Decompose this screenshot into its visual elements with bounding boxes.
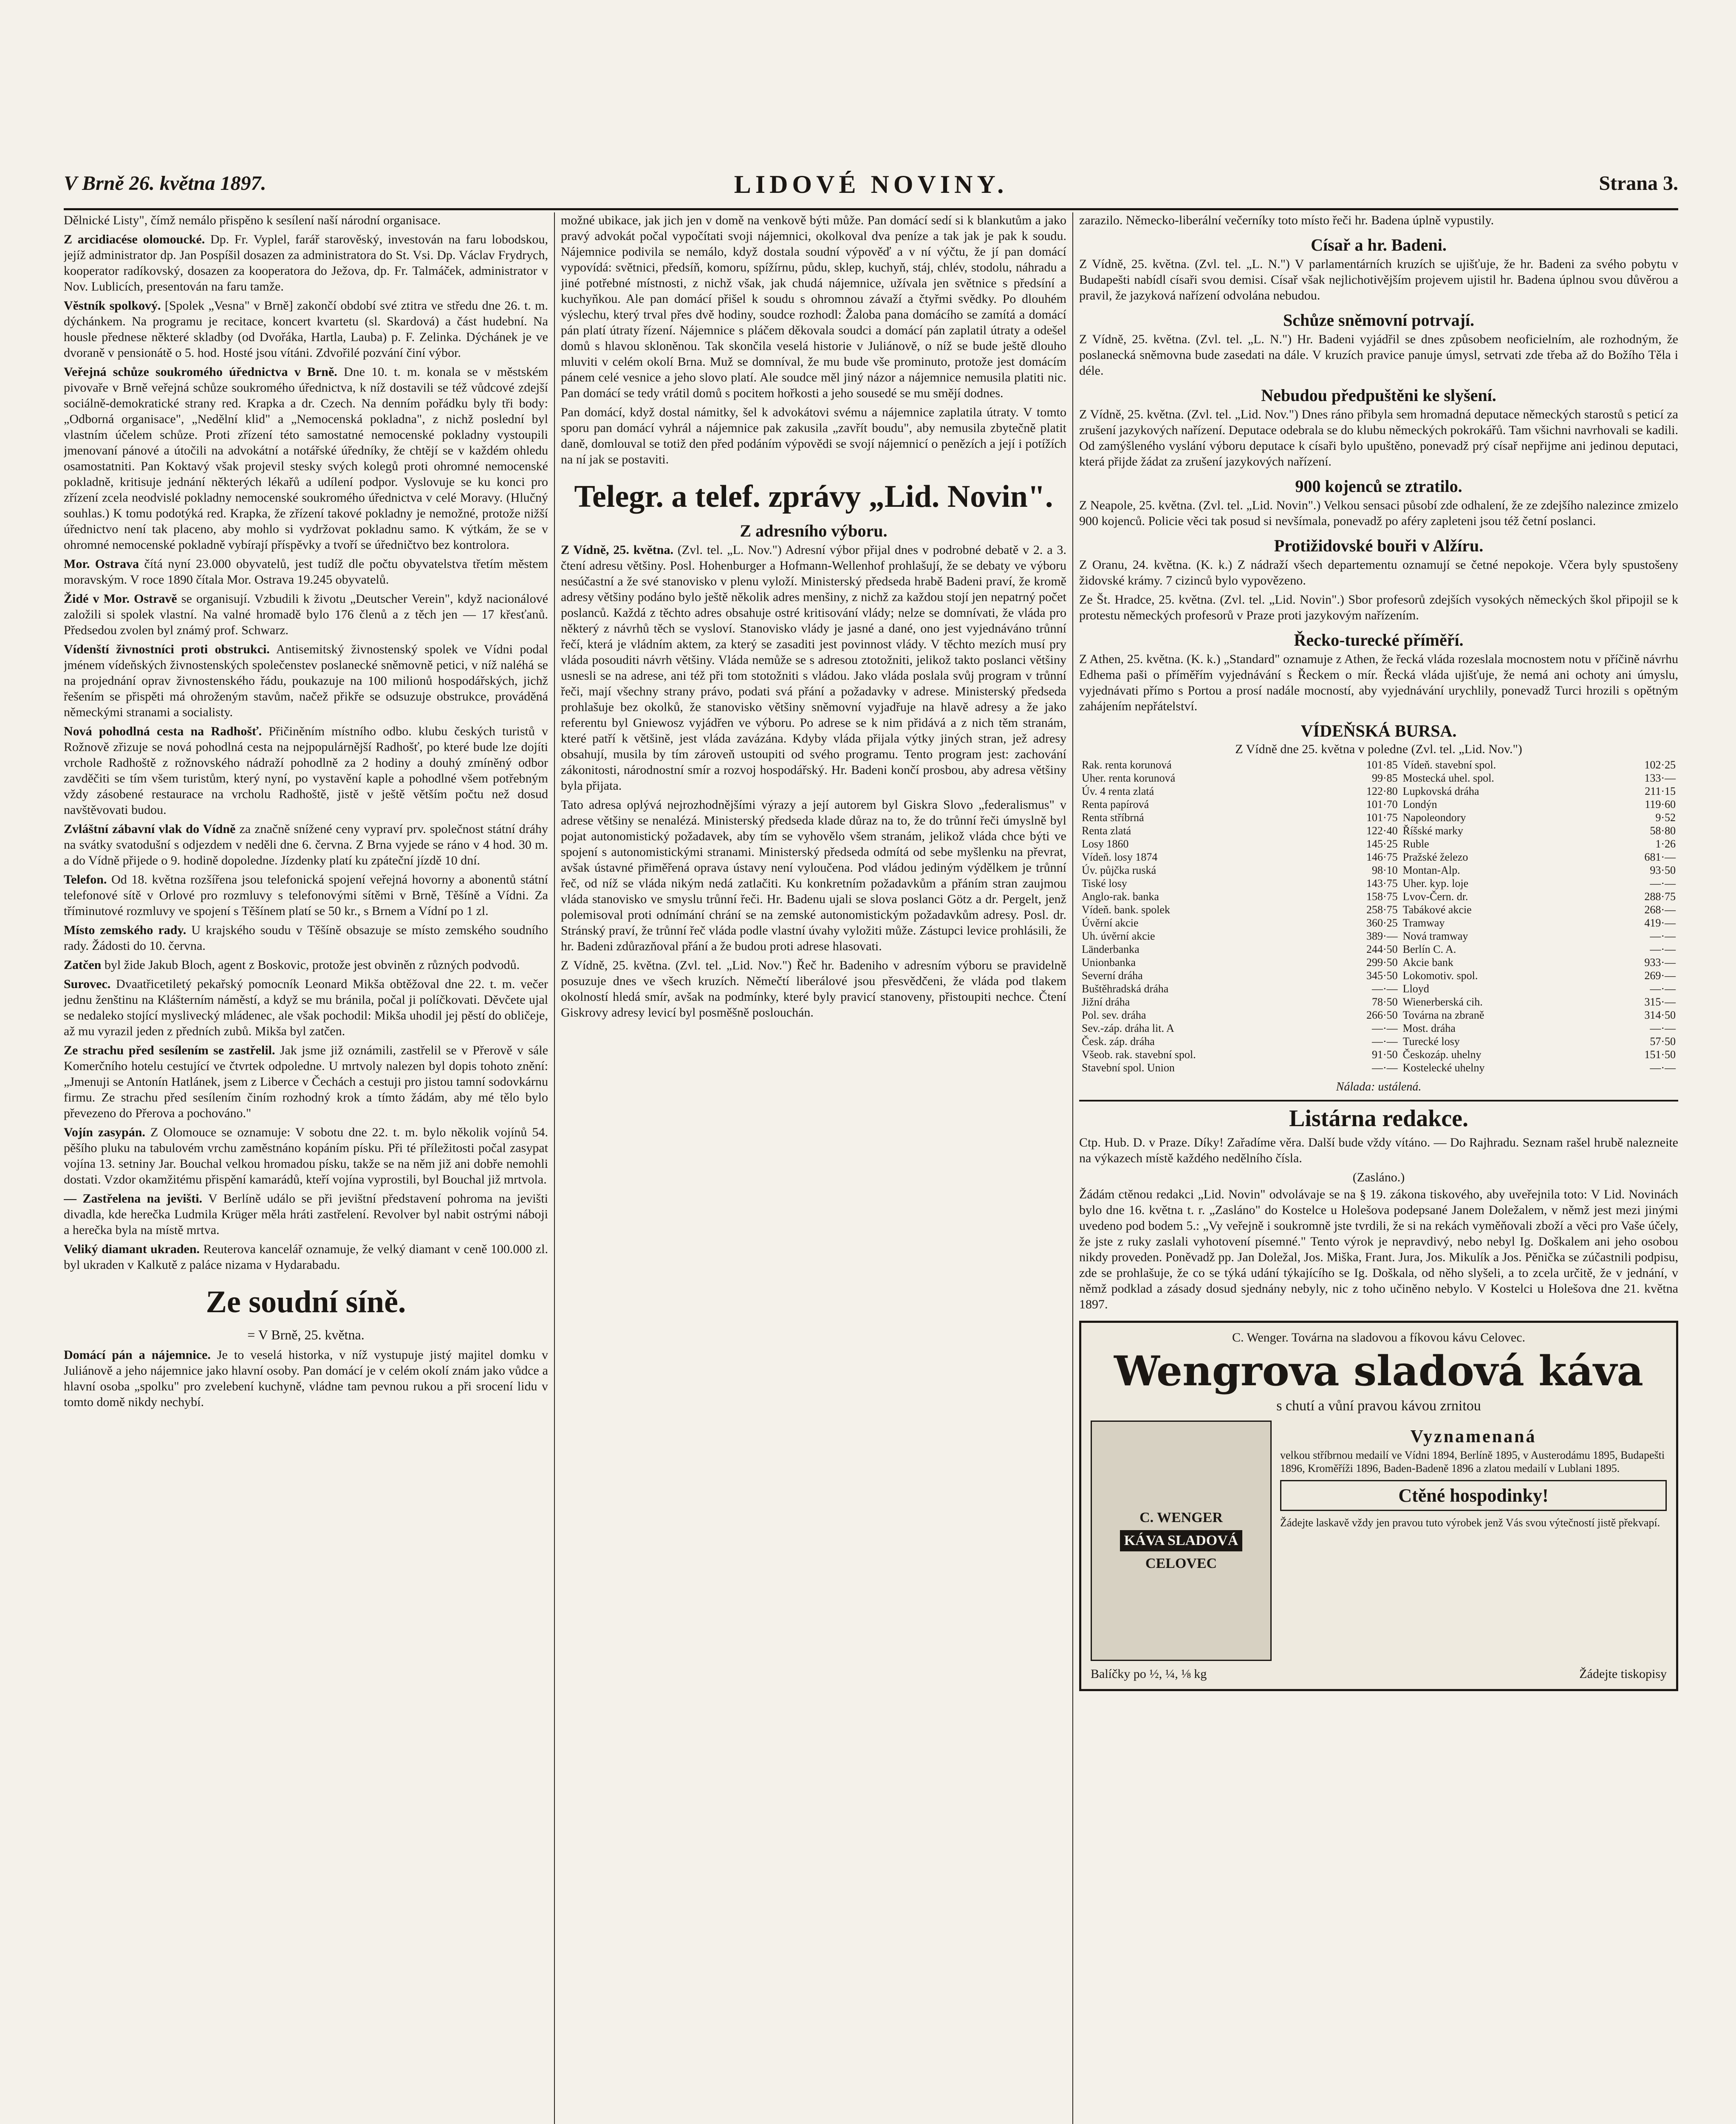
issue-date: V Brně 26. května 1897. — [64, 172, 266, 195]
bursa-price: —·— — [1650, 943, 1676, 955]
bursa-price: 99·85 — [1371, 772, 1398, 784]
bursa-security-name: Uher. renta korunová — [1082, 772, 1176, 784]
ad-packaging: Balíčky po ½, ¼, ⅛ kg — [1091, 1667, 1207, 1681]
bursa-security-name: Anglo-rak. banka — [1082, 890, 1159, 903]
article-text: Od 18. května rozšířena jsou telefonická spojení veřejná hovorny a abonentů státní telefonové sítě v Orlové pro rozmluvy s telefonovými sítěmi v Brně, Těšíně a Vídni. Za tříminutové rozmluvy ve spojení s Těšínem platí se 50 kr., s Brnem a Vídní po 1 zl. — [64, 873, 548, 918]
bursa-security-name: Továrna na zbraně — [1402, 1009, 1484, 1021]
article-heading: Veliký diamant ukraden. — [64, 1242, 200, 1256]
ad-headline: Wengrova sladová káva — [1114, 1347, 1643, 1395]
article-heading: Císař a hr. Badeni. — [1311, 235, 1447, 254]
bursa-price: 244·50 — [1366, 943, 1398, 955]
article — [64, 298, 548, 361]
article-heading: Židé v Mor. Ostravě — [64, 592, 177, 606]
bursa-security-name: Vídeň. stavební spol. — [1402, 759, 1496, 771]
package-city: CELOVEC — [1145, 1556, 1217, 1571]
bursa-title: VÍDEŇSKÁ BURSA. — [1301, 721, 1457, 740]
article — [64, 1191, 548, 1238]
article-heading: 900 kojenců se ztratilo. — [1295, 477, 1462, 496]
product-package-image — [1091, 1421, 1272, 1661]
article-text: Z Vídně, 25. května. (Zvl. tel. „L. N.") V parlamentárních kruzích se ujišťuje, že hr. Badeni za svého pobytu v Budapešti nabídl císaři svou demisi. Císař však nejlichotivějším projevem ujistil hr. Badena úplnou svou důvěrou a pravil, že jazyková nařízení odvolána nebudou. — [1079, 257, 1678, 302]
bursa-price: 9·52 — [1655, 811, 1676, 824]
bursa-price: 57·50 — [1650, 1035, 1676, 1048]
bursa-price: 211·15 — [1645, 785, 1676, 797]
article-heading: Z arcidiacése olomoucké. — [64, 232, 205, 246]
article — [64, 957, 548, 973]
article-heading: Věstník spolkový. — [64, 299, 161, 313]
bursa-price: 91·50 — [1371, 1048, 1398, 1061]
article-heading: Domácí pán a nájemnice. — [64, 1348, 211, 1362]
bursa-row — [1079, 943, 1678, 956]
bursa-price: 58·80 — [1650, 825, 1676, 837]
bursa-security-name: Severní dráha — [1082, 969, 1143, 982]
article-text: možné ubikace, jak jich jen v domě na venkově býti může. Pan domácí sedí si k blankutům a jako pravý advokát počal vypočítati svoji nájemnici, okolkoval dva peníze a tak jak je pak k soudu. Nájemnice podivila se nemálo, když dostala soudní výpověď a v ní výčtu, že jí pan domácí vypovídá: světnici, předsíň, komoru, spížírnu, půdu, sklep, kuchyň, stáj, chlév, stodolu, náhradu a jiné potřebné místnosti, z nichž však, jak chudá nájemnice, užívala jen světnice s předsíní a kuchyňkou. Ale pan domácí přišel k soudu s ohromnou závaží a čtyřmi svědky. Po dlouhém výslechu, který trval přes dvě hodiny, soudce rozhodl: Žaloba pana domácího se zamítá a domácí pán platí útraty řízení. Nájemnice s pláčem děkovala soudci a domácí pán zaplatil útraty a odešel domů s hlavou skloněnou. Tak skončila veselá historie v Juliánově, o níž se bude ještě dlouho mluviti v celém okolí Brna. Muž se domníval, že mu bude vše prominuto, protože jest domácím pánem celé vesnice a jeho slovo platí. Ale soudce měl jiný názor a nájemnice nemusila platiti nic. Pan domácí se tedy vrátil domů s pocitem hořkosti a jeho sousedé se mu smějí dodnes. — [561, 213, 1066, 400]
bursa-security-name: Montan-Alp. — [1402, 864, 1460, 876]
bursa-security-name: Akcie bank — [1402, 956, 1453, 969]
article-heading: Ze strachu před sesílením se zastřelil. — [64, 1043, 275, 1057]
article-heading: Místo zemského rady. — [64, 923, 187, 937]
bursa-row — [1079, 811, 1678, 824]
article — [561, 542, 1066, 794]
bursa-row — [1079, 877, 1678, 890]
bursa-price: 146·75 — [1366, 851, 1398, 863]
article — [64, 1347, 548, 1410]
bursa-security-name: Pol. sev. dráha — [1082, 1009, 1146, 1021]
bursa-price: 101·85 — [1366, 759, 1398, 771]
ad-callout: Ctěné hospodinky! — [1280, 1480, 1667, 1511]
bursa-security-name: Turecké losy — [1402, 1035, 1460, 1048]
article — [64, 872, 548, 919]
bursa-row — [1079, 798, 1678, 811]
zaslano-text: Žádám ctěnou redakci „Lid. Novin" odvolávaje se na § 19. zákona tiskového, aby uveřejnila toto: V Lid. Novinách bylo dne 16. května t. r. „Zasláno" do Kostelce u Holešova podepsané Janem Doležalem, v němž jest mezi jinými uvedeno pod bodem 5.: „Vy veřejně i soukromně jste tvrdili, že si na rekách vyměňovali zboží a věci pro Vaše účely, že jste z ruky zaslali vyhotovení písemné." Tento výrok je nepravdivý, nebo nebyl Ig. Doškalem ani jeho osobou nikdy proveden. Poněvadž pp. Jan Doležal, Jos. Miška, Frant. Jura, Jos. Mikulík a Jos. Pěnička se zúčastnili podpisu, zde se prohlašuje, že co se týká udání týkajícího se Ig. Doškala, od něho slyšeli, a to zcela určitě, že v jednání, v němž podklad a zásady dosud sjednány nebyly, nic z toho učiněno nebylo. V Kostelci u Holešova dne 21. května 1897. — [1079, 1187, 1678, 1311]
ad-tagline: s chutí a vůní pravou kávou zrnitou — [1276, 1398, 1481, 1414]
bursa-security-name: Tiské losy — [1082, 877, 1127, 890]
bursa-price: 78·50 — [1371, 996, 1398, 1008]
bursa-price: 98·10 — [1371, 864, 1398, 876]
bursa-security-name: Tabákové akcie — [1402, 904, 1472, 916]
column-1 — [64, 212, 548, 2124]
bursa-row — [1079, 916, 1678, 929]
article — [64, 1124, 548, 1187]
bursa-security-name: Úv. půjčka ruská — [1082, 864, 1156, 876]
bursa-price: —·— — [1371, 1022, 1398, 1034]
bursa-security-name: Wienerberská cih. — [1402, 996, 1483, 1008]
bursa-security-name: Tramway — [1402, 917, 1445, 929]
article-heading: Mor. Ostrava — [64, 557, 139, 571]
article — [64, 922, 548, 954]
dateline: Z Vídně, 25. května. — [561, 543, 673, 557]
bursa-row — [1079, 1035, 1678, 1048]
column-2 — [561, 212, 1066, 2124]
ad-request: Žádejte tiskopisy — [1579, 1667, 1667, 1681]
article-text: [Spolek „Vesna" v Brně] zakončí období své ztitra ve středu dne 26. t. m. dýchánkem. Na programu je recitace, koncert kvartetu (sl. Skardová) a část hudební. Na housle přednese některé skladby (od Dvořáka, Hartla, Lauba) p. F. Zelinka. Dýchánek je ve dvoraně v pensionátě o 5. hod. Hosté jsou vítáni. Zdvořilé pozvání činí výbor. — [64, 299, 548, 360]
article-text: Tato adresa oplývá nejrozhodnějšími výrazy a její autorem byl Giskra Slovo „federalismus" v adrese většiny se nenalézá. Ministerský předseda klade důraz na to, že do trůnní řeči úmyslně byl pojat autonomistický požadavek, aby tím se vyhovělo všem stranám, jelikož vláda chce býti ve spojení s autonomistickými stranami. Ministerský předseda odmítá od sebe myšlenku na převrat, avšak ústavné přiměřená opravа ústavy není vyloučena. Pod vládou jediným výdělkem je trůnní řeč, od níž se vláda nikým nedá zatlačiti. Ku konkretním požadavkům a přáním stran zaujmou vláda stanovisko ve smyslu trůnní řeči. Hr. Badenu ujali se slova poslanci Götz a dr. Pergelt, jenž polemisoval proti odnímání chrání se na zemské autonomistickým požadavkům adresy. Posl. dr. Stránský praví, že trůnní řeč vláda podle vlastní úvahy vyložiti může. Zástupci levice prohlásili, že hr. Badeni zdůrazňoval přání a že budou proti adrese hlasovati. — [561, 798, 1066, 953]
bursa-price: 345·50 — [1366, 969, 1398, 982]
bursa-price: 143·75 — [1366, 877, 1398, 890]
bursa-row — [1079, 837, 1678, 850]
column-rule — [554, 212, 555, 2124]
article-text: U krajského soudu v Těšíně obsazuje se místo zemského soudního rady. Žádosti do 10. června. — [64, 923, 548, 953]
listarna-text: Ctp. Hub. D. v Praze. Díky! Zařadíme věra. Další bude vždy vítáno. — Do Rajhradu. Seznam rašel hrubě nalezneite na výkazech místě každého nedělního čísla. — [1079, 1135, 1678, 1165]
article-text: Z Vídně, 25. května. (Zvl. tel. „Lid. Nov.") Řeč hr. Badeniho v adresním výboru se pravidelně posuzuje dnes ve všech kruzích. Němečtí liberálové jsou přesvědčeni, že vláda pod tlakem okolností hledá smír, avšak na podmínky, které byly pravicí stanoveny, přistoupiti nechce. Čtení Giskrovy adresy levicí byl posměšně poslouchán. — [561, 958, 1066, 1020]
article-heading: Vojín zasypán. — [64, 1125, 145, 1139]
bursa-price: —·— — [1650, 930, 1676, 942]
bursa-price: —·— — [1371, 1035, 1398, 1048]
page-number: Strana 3. — [1599, 172, 1678, 195]
bursa-price: 268·— — [1644, 904, 1676, 916]
article — [64, 821, 548, 868]
article-heading: Vídenští živnostníci proti obstrukci. — [64, 642, 270, 656]
bursa-price: —·— — [1371, 983, 1398, 995]
article-heading: Surovec. — [64, 977, 111, 991]
bursa-security-name: Londýn — [1402, 798, 1437, 811]
bursa-row — [1079, 956, 1678, 969]
bursa-security-name: Unionbanka — [1082, 956, 1136, 969]
dateline: = V Brně, 25. května. — [247, 1327, 365, 1342]
ad-award-title: Vyznamenaná — [1410, 1427, 1537, 1446]
newspaper-title: LIDOVÉ NOVINY. — [734, 170, 1008, 198]
section-title: Telegr. a telef. zprávy „Lid. Novin". — [574, 479, 1053, 514]
bursa-security-name: Úv. 4 renta zlatá — [1082, 785, 1154, 797]
bursa-price: 93·50 — [1650, 864, 1676, 876]
bursa-security-name: Lvov-Čern. dr. — [1402, 890, 1468, 903]
bursa-price: 269·— — [1644, 969, 1676, 982]
advertisement-wenger — [1079, 1321, 1678, 1691]
article-text: Z Olomouce se oznamuje: V sobotu dne 22. t. m. bylo několik vojínů 54. pěšího pluku na tabulovém vrchu zaměstnáno kopáním písku. Při té příležitosti počal zasypat vojína 13. setniny Jar. Bouchal velkou hromadou písku, takže se na něm již ani dobře nemohli dostati. Vzdor okamžitému přispění kamarádů, kteří vojína vyprostili, byl Bouchal již mrtvola. — [64, 1125, 548, 1186]
bursa-security-name: Länderbanka — [1082, 943, 1139, 955]
article-text: Z Oranu, 24. května. (K. k.) Z nádraží všech departementu oznamují se četné nepokoje. Včera byly spustošeny židovské krámy. 7 cizinců bylo vypovězeno. — [1079, 558, 1678, 587]
bursa-price: 681·— — [1644, 851, 1676, 863]
bursa-price: 151·50 — [1644, 1048, 1676, 1061]
ad-award-text: velkou stříbrnou medailí ve Vídni 1894, Berlíně 1895, v Austerodámu 1895, Budapešti 1896, Kroměříži 1896, Baden-Badeně 1896 a zlatou medailí v Lublani 1895. — [1280, 1449, 1665, 1474]
bursa-price: 360·25 — [1366, 917, 1398, 929]
bursa-price: 101·75 — [1366, 811, 1398, 824]
article-text: Z Neapole, 25. května. (Zvl. tel. „Lid. Novin".) Velkou sensaci působí zde odhalení, že ze zdejšího nalezince zmizelo 900 kojenců. Policie věci tak posud si nevšímala, ponevadž po aféry zapleteni jsou též četní poslanci. — [1079, 498, 1678, 528]
bursa-security-name: Stavební spol. Union — [1082, 1062, 1175, 1074]
bursa-security-name: Všeob. rak. stavební spol. — [1082, 1048, 1196, 1061]
bursa-row — [1079, 1008, 1678, 1022]
bursa-table — [1079, 758, 1678, 1074]
bursa-price: —·— — [1650, 1062, 1676, 1074]
bursa-security-name: Losy 1860 — [1082, 838, 1129, 850]
bursa-security-name: Lupkovská dráha — [1402, 785, 1479, 797]
bursa-security-name: Sev.-záp. dráha lit. A — [1082, 1022, 1174, 1034]
bursa-price: 102·25 — [1644, 759, 1676, 771]
bursa-row — [1079, 1048, 1678, 1061]
bursa-price: —·— — [1371, 1062, 1398, 1074]
article-text: Jak jsme již oznámili, zastřelil se v Přerově v sále Komerčního hotelu cestující ve čtvrtek odpoledne. U mrtvoly nalezen byl dopis tohoto znění: „Jmenuji se Antonín Hatlánek, jsem z Liberce v Čechách a cestuji pro jistou tamní sodovkárnu firmu. Ze strachu před sesílením činím rozhodný krok a tímto žádám, aby mé tělo bylo převezeno do Přerova a pochováno." — [64, 1043, 548, 1120]
bursa-security-name: Uher. kyp. loje — [1402, 877, 1469, 890]
bursa-security-name: Rak. renta korunová — [1082, 759, 1172, 771]
bursa-security-name: Berlín C. A. — [1402, 943, 1456, 955]
bursa-row — [1079, 995, 1678, 1008]
bursa-row — [1079, 864, 1678, 877]
article-text: Pan domácí, když dostal námitky, šel k advokátovi svému a nájemnice zaplatila útraty. V tomto sporu pan domácí vyhrál a nájemnice pak zakusila „zavřít boudu", aby nemusila zbytečně platit daně, domlouval se totiž den před podáním výpovědi se svojí nájemnicí o penězích a její i potížích na ní jak se postaviti. — [561, 405, 1066, 466]
ad-company: C. Wenger. Továrna na sladovou a fíkovou kávu Celovec. — [1232, 1330, 1526, 1344]
article-text: za značně snížené ceny vypraví prv. společnost státní dráhy na svátky svatodušní s odjezdem v neděli dne 6. června. Z Brna vyjede se ráno v 4 hod. 30 m. a do Vídně přijede o 9. hodině dopoledne. Jízdenky platí ku zpáteční jízdě 10 dní. — [64, 822, 548, 867]
bursa-security-name: Říšské marky — [1402, 825, 1463, 837]
bursa-price: 1·26 — [1655, 838, 1676, 850]
bursa-price: 314·50 — [1644, 1009, 1676, 1021]
bursa-security-name: Buštěhradská dráha — [1082, 983, 1169, 995]
bursa-price: —·— — [1650, 877, 1676, 890]
bursa-row — [1079, 850, 1678, 864]
article — [64, 556, 548, 587]
article — [64, 1241, 548, 1273]
bursa-price: 133·— — [1644, 772, 1676, 784]
bursa-security-name: Uh. úvěrní akcie — [1082, 930, 1155, 942]
article-text: zarazilo. Německo-liberální večerníky toto místo řeči hr. Badena úplně vypustily. — [1079, 213, 1494, 227]
article — [64, 1042, 548, 1121]
article-text: Z Athen, 25. května. (K. k.) „Standard" oznamuje z Athen, že řecká vláda rozeslala mocnostem notu v příčině návrhu Edhema paši o příměřím vyjednávání s Řeckem o mír. Řecká vláda ujišťuje, že nemá ani ochoty ani úmyslu, vyjednávati přímo s Portou a prosí nadále mocností, aby vyjednávání urychlily, ponevadž Turci hrozili s opětným zahájením nepřátelství. — [1079, 652, 1678, 713]
article-text: Reuterova kancelář oznamuje, že velký diamant v ceně 100.000 zl. byl ukraden v Kalkutě z paláce nizama v Hydarabadu. — [64, 1242, 548, 1272]
article-text: čítá nyní 23.000 obyvatelů, jest tudíž dle počtu obyvatelstva třetím městem moravským. V roce 1890 čítala Mor. Ostrava 19.245 obyvatelů. — [64, 557, 548, 587]
bursa-price: 933·— — [1644, 956, 1676, 969]
bursa-security-name: Mostecká uhel. spol. — [1402, 772, 1494, 784]
bursa-security-name: Vídeň. bank. spolek — [1082, 904, 1170, 916]
listarna-title: Listárna redakce. — [1079, 1100, 1678, 1132]
article-text: se organisují. Vzbudili k životu „Deutscher Verein", když nacionálové založili si spolek vlastní. Na valné hromadě bylo 176 členů a z těch jen — 17 křesťanů. Předsedou zvolen byl známý prof. Schwarz. — [64, 592, 548, 637]
article-text: Dne 10. t. m. konala se v městském pivovaře v Brně veřejná schůze soukromého úřednictva, k níž dostavili se též vůdcové zdejší sociálně-demokratické strany red. Krapka a dr. Czech. Na denním pořádku byly tři body: „Odborná organisace", „Nedělní klid" a „Nemocenská pokladna", z nichž poslední byl vlastním účelem schůze. Proti zřízení této samostatné nemocenské pokladny vystoupili jmenovaní pánové a útočili na advokátní a notářské úředníky, že chtějí se v každém ohledu osamostatniti. Pan Koktavý však projevil stesky svých kolegů proti ohromné nemocenské pokladně, kritisuje jednání některých lékařů a udílení podpor. Vyslovuje se ku konci pro zřízení zcela neodvislé pokladny nemocenské soukromého úřednictva v celé Moravy. (Hlučný souhlas.) K tomu podotýká red. Krapka, že zřízení takové pokladny je nemožné, protože nižší úřednictvo není tak placeno, aby mohlo si vydržovat pokladnu samo. K výtkám, že se v ohromné nemocenské pokladně vybírají příspěvky a tvoří se úředničtvo bez kontrolora. — [64, 365, 548, 552]
bursa-price: 266·50 — [1366, 1009, 1398, 1021]
bursa-price: 119·60 — [1645, 798, 1676, 811]
article — [64, 591, 548, 638]
package-label: KÁVA SLADOVÁ — [1120, 1530, 1243, 1551]
package-brand: C. WENGER — [1139, 1510, 1223, 1525]
article-heading: Nová pohodlná cesta na Radhošť. — [64, 724, 262, 738]
source-note: (Zvl. tel. „L. Nov.") — [677, 543, 782, 557]
bursa-price: 389·— — [1366, 930, 1398, 942]
masthead — [64, 170, 1678, 210]
bursa-security-name: Renta stříbrná — [1082, 811, 1144, 824]
article-heading: — Zastřelena na jevišti. — [64, 1192, 203, 1206]
article-text: Je to veselá historka, v níž vystupuje jistý majitel domku v Juliánově a jeho nájemnice jako hlavní osoby. Pan domácí je v celém okolí znám jako vůdce a hlavní osoba „spolku" pro zvelebení kuchyně, vládne tam pevnou rukou a při srocení lidu v tomto domě nikdy nechybí. — [64, 1348, 548, 1409]
article-text: Z Vídně, 25. května. (Zvl. tel. „L. N.") Hr. Badeni vyjádřil se dnes způsobem neoficielním, ale rozhodným, že poslanecká sněmovna bude zasedati na dále. V kruzích pravice panuje úmysl, setrvati zde třeba až do Božího Těla i déle. — [1079, 332, 1678, 378]
bursa-security-name: Vídeň. losy 1874 — [1082, 851, 1158, 863]
article-text: byl žide Jakub Bloch, agent z Boskovic, protože jest obviněn z různých podvodů. — [104, 958, 520, 972]
bursa-row — [1079, 785, 1678, 798]
article-text: Adresní výbor přijal dnes v podrobné debatě v 2. a 3. čtení adresu většiny. Posl. Hohenburger a Hofmann-Wellenhof prohlašují, že se debaty ve výboru nesúčastní a že své stanovisko v plenu vyloží. Ministerský předseda hrabě Badeni praví, že kromě adresy většiny podáno bylo ještě několik adres menšiny, z nichž za každou stojí jen nepatrný počet poslanců. Každá z těchto adres obsahuje ostré kritisování vlády; nelze se domnívati, že vláda pro některý z návrhů těch se vysloví. Stanovisko vlády je jasné a dané, ono jest vyjednáváno trůnní řečí, která je vládním aktem, za který se zasaditi jest povinnost vlády. V těchto mezích musí pry vláda posouditi návrh většiny. Vláda nemůže se s adresou ztotožniti, jelikož takto poslanci většiny usnesli se na adrese, ani též při tom stotožniti s vládou. Jako vláda poslala svůj program v trůnní řeči, mají všechny strany právo, podati svá přání a požadavky v adrese. Ministerský předseda prohlašuje bez okolků, že stanovisko většiny sněmovní vyjadřuje na hlavě adresy a že jako referentu byl Gniewosz vyjádřen ve výboru. Po adrese se k nim přidává a z nich těm stranám, které patří k většině, jest vláda zavázána. Kdyby vláda přijala výtky jiných stran, jež adresy obsahují, musila by tím zároveň ustoupiti od svého programu. Tento program jest: zachování zákonitosti, národnostní smír a rozvoj hospodářský. Hr. Badeni končí prosbou, aby adresa většiny byla přijata. — [561, 543, 1066, 793]
bursa-security-name: Nová tramway — [1402, 930, 1468, 942]
ad-footer — [1091, 1667, 1667, 1681]
bursa-row — [1079, 890, 1678, 903]
bursa-price: 288·75 — [1644, 890, 1676, 903]
bursa-security-name: Úvěrní akcie — [1082, 917, 1139, 929]
bursa-price: 145·25 — [1366, 838, 1398, 850]
article-heading: Telefon. — [64, 873, 107, 887]
bursa-price: 258·75 — [1366, 904, 1398, 916]
bursa-security-name: Lloyd — [1402, 983, 1429, 995]
bursa-price: —·— — [1650, 983, 1676, 995]
bursa-row — [1079, 771, 1678, 785]
article-heading: Zatčen — [64, 958, 102, 972]
bursa-price: 419·— — [1644, 917, 1676, 929]
bursa-row — [1079, 903, 1678, 916]
article — [64, 976, 548, 1039]
bursa-security-name: Českozáp. uhelny — [1402, 1048, 1482, 1061]
article-text: Přičiněním místního odbo. klubu českých turistů v Rožnově zřizuje se nová pohodlná cesta na nejpopulárnější Radhošť, po které bude lze dojíti vrchole Radhoště z rožnovského nádraží pohodlně za 2 hodiny a douhý zmíněný odbor zavděčiti se tím všem turistům, který nyní, po vystavění kaple a pohodlné všem potřebným vždy zásobené restaurace na vrcholu Radhoště, jistě v ještě větším počtu než dosud navštěvovati budou. — [64, 724, 548, 817]
bursa-security-name: Renta papírová — [1082, 798, 1149, 811]
article-heading: Protižidovské bouři v Alžíru. — [1274, 536, 1484, 555]
article-heading: Z adresního výboru. — [740, 521, 888, 540]
bursa-row — [1079, 929, 1678, 943]
bursa-mood: Nálada: ustálená. — [1336, 1080, 1422, 1093]
bursa-price: 315·— — [1644, 996, 1676, 1008]
article-text: Dp. Fr. Vyplel, farář starověský, investován na faru lobodskou, jejíž administrator dp. Jan Pospíšil dosazen za administratora do St. Vsi. Dp. Václav Frydrych, kooperator radíkovský, dosazen za kooperatora do Ježova, dp. Fr. Talmáček, administrator v Nov. Lublicích, presentován na faru tamže. — [64, 232, 548, 294]
column-3 — [1079, 212, 1678, 2124]
bursa-row — [1079, 982, 1678, 995]
bursa-price: 101·70 — [1366, 798, 1398, 811]
article-text: Antisemitský živnostenský spolek ve Vídni podal jménem vídeňských živnostenských společenstev poslanecké sněmovně petici, v níž naléhá se na projednání oprav živnostenského řádu, poukazuje na 100 milionů hospodářských, jichž řešením se přispěti má ohroženým stavům, načež přikře se odsuzuje obstrukce, prováděná německými stranami a socialisty. — [64, 642, 548, 719]
column-rule — [1072, 212, 1073, 2124]
article — [64, 232, 548, 294]
article — [64, 723, 548, 818]
bursa-security-name: Napoleondory — [1402, 811, 1466, 824]
article-text: Dělnické Listy", čímž nemálo přispěno k sesílení naší národní organisace. — [64, 213, 441, 227]
bursa-row — [1079, 969, 1678, 982]
zaslano-label: (Zasláno.) — [1352, 1170, 1405, 1184]
article-text: Ze Št. Hradce, 25. května. (Zvl. tel. „Lid. Novin".) Sbor profesorů zdejších vysokých německých škol připojil se k protestu německých profesorů v Praze proti jazykovým nařízením. — [1079, 593, 1678, 622]
ad-body — [1091, 1421, 1667, 1661]
article — [64, 641, 548, 720]
bursa-security-name: Jižní dráha — [1082, 996, 1130, 1008]
article-text: V Berlíně událo se při jevištní představení pohroma na jevišti divadla, kde herečka Ludmila Krüger měla hráti zastřelení. Revolver byl nabit ostrými náboji a herečka byla na místě mrtva. — [64, 1192, 548, 1237]
bursa-price: 122·80 — [1366, 785, 1398, 797]
bursa-row — [1079, 758, 1678, 771]
article-heading: Veřejná schůze soukromého úřednictva v Brně. — [64, 365, 337, 379]
bursa-security-name: Česk. záp. dráha — [1082, 1035, 1155, 1048]
article-text: Dvaatřicetiletý pekařský pomocník Leonard Mikša obtěžoval dne 22. t. m. večer jednu ženštinu na Klášterním náměstí, a když se mu bránila, počal ji políčkovati. Děvčete ujal se nedaleko stojící myslivecký mládenec, ale však pochodil: Mikša uhodil jej pěstí do obličeje, až mu vyrazil jeden z předních zubů. Mikša byl zatčen. — [64, 977, 548, 1038]
bursa-row — [1079, 1061, 1678, 1074]
bursa-security-name: Ruble — [1402, 838, 1429, 850]
bursa-row — [1079, 824, 1678, 837]
article-heading: Nebudou předpuštěni ke slyšení. — [1261, 386, 1496, 405]
bursa-subtitle: Z Vídně dne 25. května v poledne (Zvl. tel. „Lid. Nov.") — [1235, 742, 1522, 756]
bursa-row — [1079, 1022, 1678, 1035]
section-title: Ze soudní síně. — [206, 1285, 406, 1319]
bursa-security-name: Lokomotiv. spol. — [1402, 969, 1478, 982]
bursa-security-name: Most. dráha — [1402, 1022, 1456, 1034]
ad-callout-text: Žádejte laskavě vždy jen pravou tuto výrobek jenž Vás svou výtečností jistě překvapí. — [1280, 1517, 1660, 1529]
bursa-price: 122·40 — [1366, 825, 1398, 837]
bursa-security-name: Kostelecké uhelny — [1402, 1062, 1485, 1074]
ad-text-block — [1280, 1421, 1667, 1529]
bursa-price: —·— — [1650, 1022, 1676, 1034]
bursa-price: 158·75 — [1366, 890, 1398, 903]
bursa-price: 299·50 — [1366, 956, 1398, 969]
bursa-security-name: Renta zlatá — [1082, 825, 1131, 837]
article-heading: Zvláštní zábavní vlak do Vídně — [64, 822, 236, 836]
article — [64, 364, 548, 553]
bursa-security-name: Pražské železo — [1402, 851, 1468, 863]
article-heading: Řecko-turecké příměří. — [1294, 630, 1464, 650]
article-text: Z Vídně, 25. května. (Zvl. tel. „Lid. Nov.") Dnes ráno přibyla sem hromadná deputace německých starostů s peticí za zrušení jazykových nařízení. Deputace odebrala se do klubu německých pokrokářů. Tam všichni navrhovali se kadili. Od zamýšleného vyslání výboru deputace k císaři bylo upuštěno, ponevadž prý císař nepřijme ani jedinou deputaci, která přijde žádat za zrušení jazykových nařízení. — [1079, 407, 1678, 469]
article-heading: Schůze sněmovní potrvají. — [1283, 311, 1474, 330]
